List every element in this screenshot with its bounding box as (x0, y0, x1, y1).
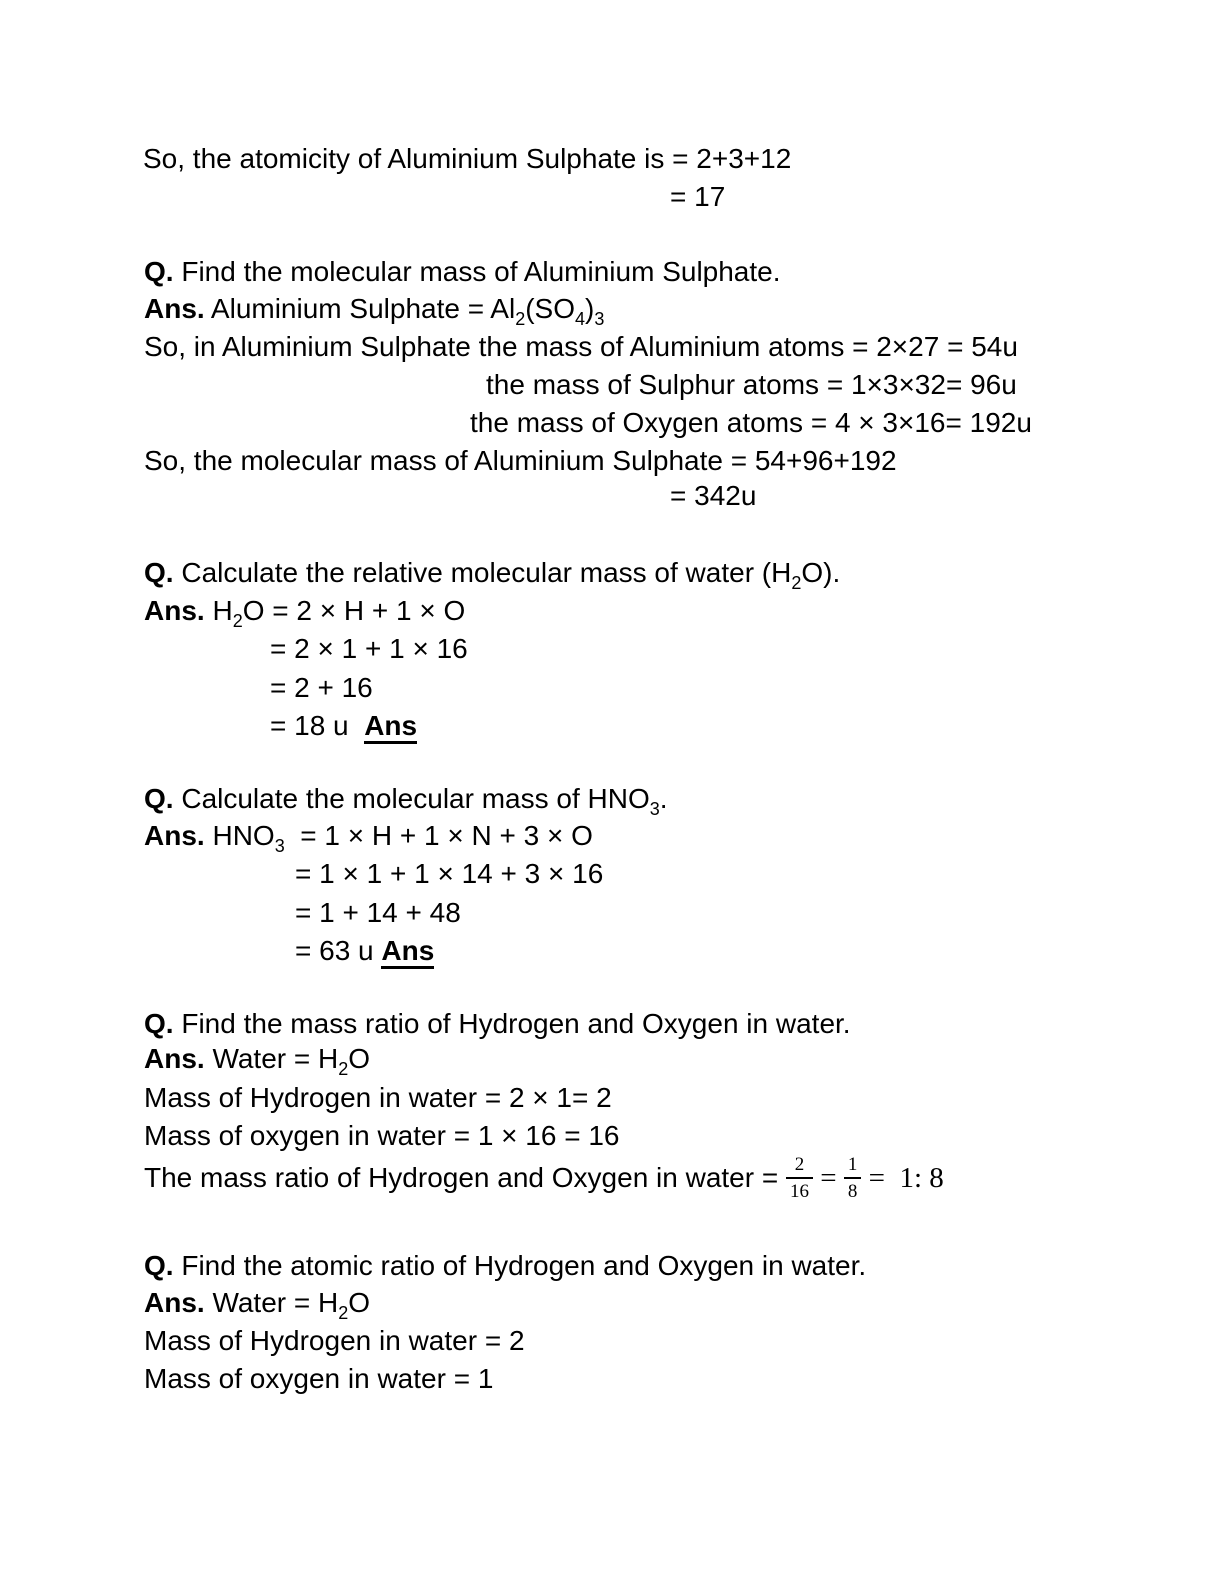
doc-line-2 (670, 178, 725, 216)
text-segment: = 63 u (295, 935, 382, 966)
text-segment: the mass of Oxygen atoms = 4 × 3×16= 192u (470, 407, 1032, 438)
text-segment: Mass of Hydrogen in water = 2 (144, 1325, 525, 1356)
doc-line-3 (144, 253, 781, 291)
text-segment: O). (801, 557, 841, 588)
text-segment: The mass ratio of Hydrogen and Oxygen in water = (144, 1162, 786, 1193)
text-segment: Find the molecular mass of Aluminium Sulphate. (173, 256, 781, 287)
text-segment: Mass of oxygen in water = 1 × 16 = 16 (144, 1120, 620, 1151)
doc-line-27 (144, 1322, 525, 1360)
doc-line-1 (143, 140, 791, 178)
text-segment: Mass of oxygen in water = 1 (144, 1363, 494, 1394)
fraction-denominator: 16 (790, 1181, 809, 1202)
text-segment: Find the atomic ratio of Hydrogen and Oxygen in water. (173, 1250, 867, 1281)
text-segment: = 18 u (270, 710, 365, 741)
text-segment: = 17 (670, 181, 726, 212)
text-segment: the mass of Sulphur atoms = 1×3×32= 96u (486, 369, 1017, 400)
text-segment: = 342u (670, 480, 757, 511)
bold-label: Q. (144, 783, 174, 814)
text-segment: = 1 × H + 1 × N + 3 × O (284, 820, 593, 851)
subscript: 3 (594, 309, 605, 329)
fraction (844, 1154, 862, 1202)
doc-line-28 (144, 1360, 493, 1398)
subscript: 2 (791, 573, 802, 593)
bold-label: Q. (144, 1250, 174, 1281)
text-segment: HNO (204, 820, 275, 851)
fraction (786, 1154, 813, 1202)
text-segment: (SO (525, 293, 575, 324)
text-segment: Mass of Hydrogen in water = 2 × 1= 2 (144, 1082, 612, 1113)
subscript: 3 (274, 836, 285, 856)
text-segment: O = 2 × H + 1 × O (242, 595, 466, 626)
doc-line-6 (486, 366, 1017, 404)
subscript: 2 (338, 1303, 349, 1323)
text-segment: . (659, 783, 668, 814)
text-segment: Water = H (204, 1287, 339, 1318)
fraction-numerator: 1 (844, 1154, 862, 1179)
doc-line-19 (295, 932, 434, 970)
math-text: = (813, 1162, 844, 1194)
doc-line-18 (295, 894, 461, 932)
fraction-denominator: 8 (847, 1181, 858, 1202)
subscript: 2 (515, 309, 526, 329)
doc-line-13 (270, 669, 373, 707)
doc-line-24 (144, 1147, 944, 1209)
text-segment: = 2 + 16 (270, 672, 373, 703)
doc-line-14 (270, 707, 417, 745)
doc-line-9 (670, 477, 756, 515)
doc-line-22 (144, 1079, 612, 1117)
text-segment: ) (585, 293, 595, 324)
subscript: 2 (338, 1059, 349, 1079)
text-segment: = 1 + 14 + 48 (295, 897, 461, 928)
doc-line-7 (470, 404, 1032, 442)
answer-underlined-label: Ans (364, 711, 417, 744)
math-text: = 1: 8 (861, 1162, 944, 1194)
doc-line-20 (144, 1005, 851, 1043)
bold-label: Q. (144, 1008, 174, 1039)
bold-label: Ans. (144, 820, 205, 851)
bold-label: Ans. (144, 1287, 205, 1318)
subscript: 3 (649, 799, 660, 819)
text-segment: So, in Aluminium Sulphate the mass of Aluminium atoms = 2×27 = 54u (144, 331, 1018, 362)
doc-line-17 (295, 855, 603, 893)
bold-label: Ans. (144, 293, 205, 324)
text-segment: Calculate the molecular mass of HNO (173, 783, 650, 814)
text-segment: Water = H (204, 1043, 339, 1074)
doc-line-12 (270, 630, 468, 668)
doc-line-25 (144, 1247, 866, 1285)
text-segment: Aluminium Sulphate = Al (204, 293, 516, 324)
bold-label: Ans. (144, 1043, 205, 1074)
subscript: 4 (575, 309, 586, 329)
text-segment: So, the molecular mass of Aluminium Sulphate = 54+96+192 (144, 445, 897, 476)
text-segment: O (348, 1287, 371, 1318)
text-segment: Calculate the relative molecular mass of water (H (173, 557, 792, 588)
fraction-numerator: 2 (786, 1154, 813, 1179)
bold-label: Ans. (144, 595, 205, 626)
doc-line-8 (144, 442, 897, 480)
text-segment: So, the atomicity of Aluminium Sulphate is = 2+3+12 (143, 143, 792, 174)
text-segment: = 1 × 1 + 1 × 14 + 3 × 16 (295, 858, 604, 889)
text-segment: = 2 × 1 + 1 × 16 (270, 633, 468, 664)
text-segment: O (348, 1043, 371, 1074)
answer-underlined-label: Ans (381, 936, 434, 969)
bold-label: Q. (144, 256, 174, 287)
text-segment: H (204, 595, 233, 626)
bold-label: Q. (144, 557, 174, 588)
subscript: 2 (232, 611, 243, 631)
doc-line-5 (144, 328, 1018, 366)
text-segment: Find the mass ratio of Hydrogen and Oxygen in water. (173, 1008, 851, 1039)
